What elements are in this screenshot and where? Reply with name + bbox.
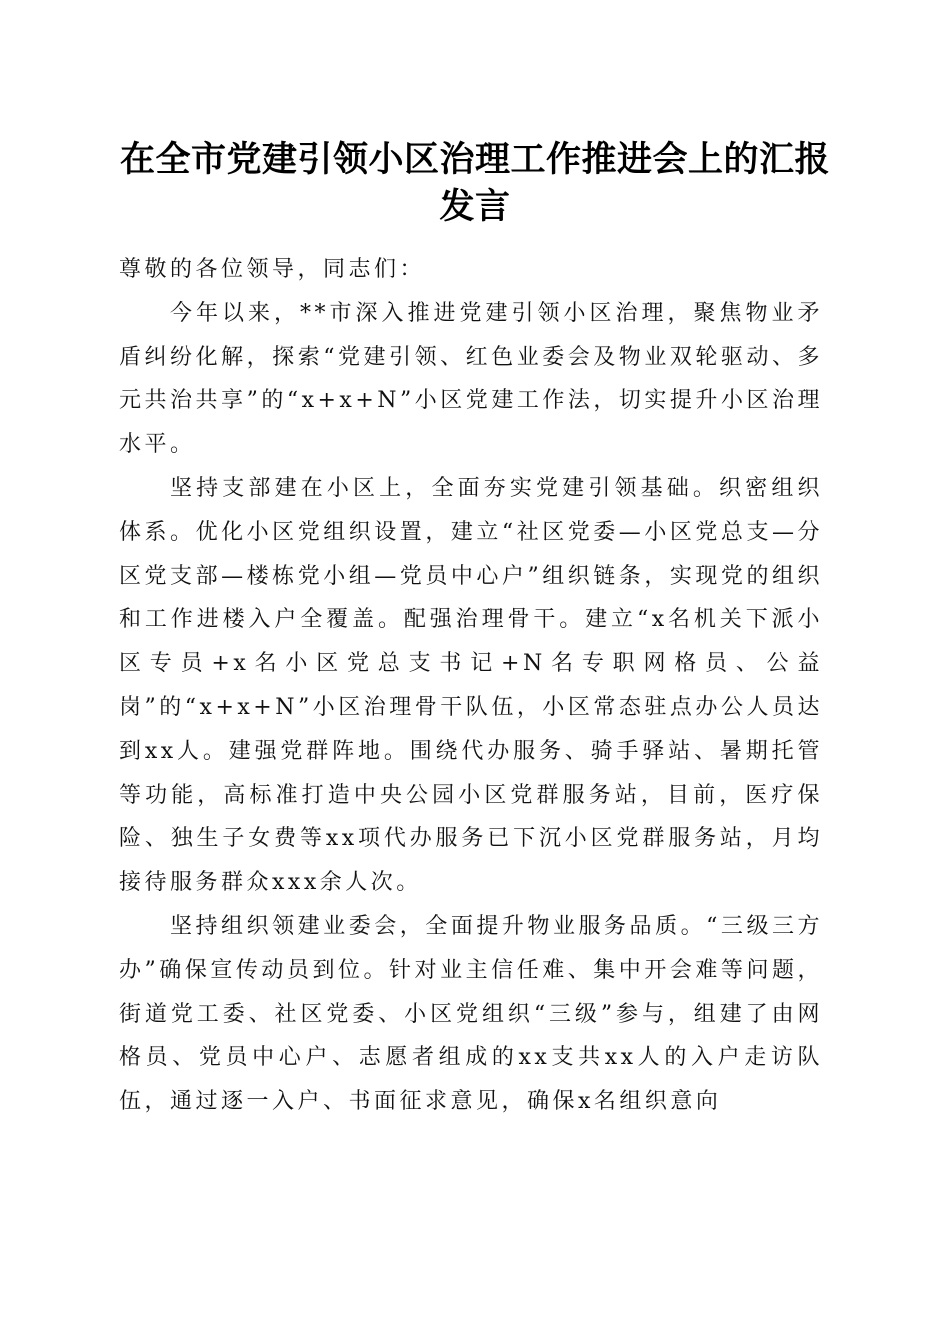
salutation: 尊敬的各位领导，同志们：	[119, 257, 426, 282]
paragraph-owners-committee: 坚持组织领建业委会，全面提升物业服务品质。“三级三方办”确保宣传动员到位。针对业主信任难、集中开会难等问题，街道党工委、社区党委、小区党组织“三级”参与，组建了由网格员、党员中心户、志愿者组成的xx支共xx人的入户走访队伍，通过逐一入户、书面征求意见，确保x名组织意向	[119, 913, 823, 1115]
paragraph-intro: 今年以来，**市深入推进党建引领小区治理，聚焦物业矛盾纠纷化解，探索“党建引领、红色业委会及物业双轮驱动、多元共治共享”的“x+x+N”小区党建工作法，切实提升小区治理水平。	[119, 300, 823, 458]
document-title: 在全市党建引领小区治理工作推进会上的汇报发言	[119, 139, 830, 227]
paragraph-party-branch: 坚持支部建在小区上，全面夯实党建引领基础。织密组织体系。优化小区党组织设置，建立“社区党委—小区党总支—分区党支部—楼栋党小组—党员中心户”组织链条，实现党的组织和工作进楼入户全覆盖。配强治理骨干。建立“x名机关下派小区专员+x名小区党总支书记+N名专职网格员、公益岗”的“x+x+N”小区治理骨干队伍，小区常态驻点办公人员达到xx人。建强党群阵地。围绕代办服务、骑手驿站、暑期托管等功能，高标准打造中央公园小区党群服务站，目前，医疗保险、独生子女费等xx项代办服务已下沉小区党群服务站，月均接待服务群众xxx余人次。	[119, 475, 823, 896]
document-body	[119, 248, 823, 1124]
